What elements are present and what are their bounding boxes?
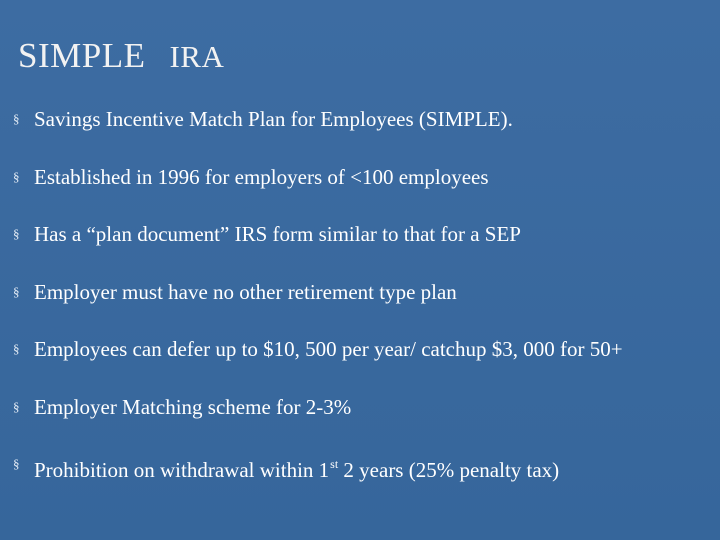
bullet-text-part: Prohibition on withdrawal within 1 [34,458,330,482]
bullet-text: Employer Matching scheme for 2-3% [34,394,352,419]
bullet-item [12,104,623,162]
slide-title [18,36,224,76]
bullet-text [34,449,559,485]
bullet-marker-icon: § [13,456,20,471]
bullet-item [12,392,623,450]
bullet-marker-icon: § [13,226,20,241]
title-part-ira: IRA [169,39,225,74]
bullet-text-part: 2 years (25% penalty tax) [338,458,560,482]
bullet-text: Has a “plan document” IRS form similar to that for a SEP [34,222,521,246]
bullet-text: Employees can defer up to $10, 500 per year/ catchup $3, 000 for 50+ [34,337,623,361]
bullet-text: Savings Incentive Match Plan for Employees (SIMPLE). [34,107,513,131]
bullet-marker-icon: § [13,283,20,299]
bullet-text: Established in 1996 for employers of <100 employees [34,164,489,189]
bullet-marker-icon: § [13,111,20,126]
bullet-item [12,162,623,220]
bullet-item [12,334,623,392]
bullet-marker-icon: § [13,398,20,414]
bullet-item [12,219,623,277]
bullet-text: Employer must have no other retirement type plan [34,279,457,304]
ordinal-superscript: st [330,457,339,471]
bullet-item [12,277,623,335]
bullet-list [12,104,623,507]
bullet-marker-icon: § [13,341,20,356]
bullet-marker-icon: § [13,168,20,184]
bullet-item [12,449,623,507]
title-part-simple: SIMPLE [18,36,146,75]
